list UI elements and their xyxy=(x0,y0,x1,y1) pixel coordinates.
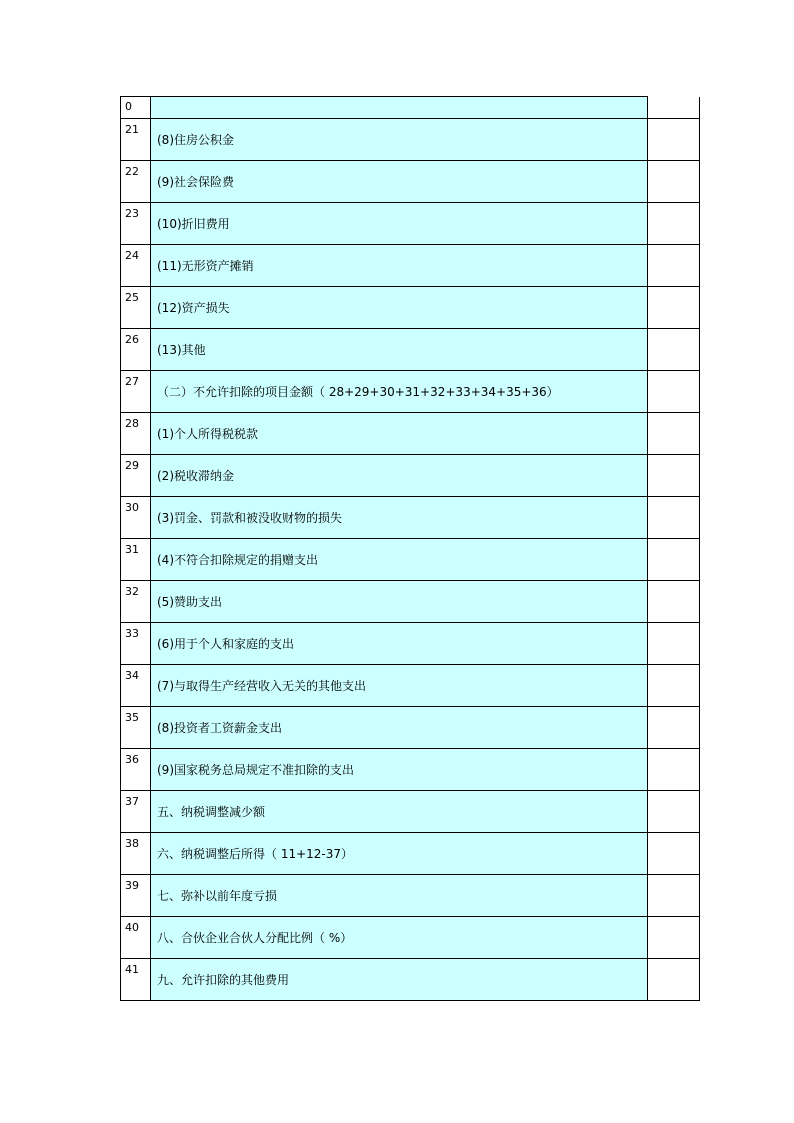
item-label-cell xyxy=(151,161,648,203)
item-label-cell xyxy=(151,329,648,371)
item-label-cell xyxy=(151,245,648,287)
row-number-cell: 22 xyxy=(121,161,151,203)
row-number-cell: 23 xyxy=(121,203,151,245)
table-row xyxy=(121,371,700,413)
table-row xyxy=(121,833,700,875)
row-number-cell: 29 xyxy=(121,455,151,497)
item-label: (4)不符合扣除规定的捐赠支出 xyxy=(157,553,318,567)
table-row xyxy=(121,413,700,455)
amount-input-cell[interactable] xyxy=(648,287,700,329)
table-row xyxy=(121,623,700,665)
item-label: 五、纳税调整减少额 xyxy=(157,805,266,819)
item-label: 七、弥补以前年度亏损 xyxy=(157,889,278,903)
item-label: (10)折旧费用 xyxy=(157,217,230,231)
row-number-cell: 41 xyxy=(121,959,151,1001)
amount-input-cell[interactable] xyxy=(648,539,700,581)
table-row xyxy=(121,497,700,539)
table-row xyxy=(121,581,700,623)
amount-input-cell[interactable] xyxy=(648,875,700,917)
item-label-cell xyxy=(151,97,648,119)
item-label: (1)个人所得税税款 xyxy=(157,427,258,441)
amount-input-cell[interactable] xyxy=(648,329,700,371)
amount-input-cell[interactable] xyxy=(648,749,700,791)
item-label: (8)投资者工资薪金支出 xyxy=(157,721,282,735)
table-row xyxy=(121,791,700,833)
row-number-cell: 25 xyxy=(121,287,151,329)
item-label-cell xyxy=(151,959,648,1001)
item-label: (3)罚金、罚款和被没收财物的损失 xyxy=(157,511,342,525)
amount-input-cell[interactable] xyxy=(648,959,700,1001)
item-label: 六、纳税调整后所得（ 11+12-37） xyxy=(157,847,354,861)
item-label-cell xyxy=(151,497,648,539)
item-label-cell xyxy=(151,917,648,959)
amount-input-cell[interactable] xyxy=(648,917,700,959)
amount-input-cell[interactable] xyxy=(648,833,700,875)
table-row xyxy=(121,161,700,203)
tax-adjustment-table-wrapper xyxy=(120,96,689,1001)
table-row xyxy=(121,329,700,371)
table-row xyxy=(121,749,700,791)
item-label-cell xyxy=(151,119,648,161)
table-row xyxy=(121,245,700,287)
table-row xyxy=(121,875,700,917)
table-row xyxy=(121,665,700,707)
row-number-cell: 35 xyxy=(121,707,151,749)
table-row xyxy=(121,455,700,497)
amount-input-cell[interactable] xyxy=(648,119,700,161)
amount-input-cell[interactable] xyxy=(648,791,700,833)
row-number-cell: 24 xyxy=(121,245,151,287)
item-label-cell xyxy=(151,581,648,623)
item-label: (9)社会保险费 xyxy=(157,175,234,189)
item-label-cell xyxy=(151,413,648,455)
row-number-cell: 40 xyxy=(121,917,151,959)
item-label: (8)住房公积金 xyxy=(157,133,234,147)
row-number-cell: 36 xyxy=(121,749,151,791)
table-row xyxy=(121,97,700,119)
row-number-cell: 37 xyxy=(121,791,151,833)
table-row xyxy=(121,119,700,161)
row-number-cell: 30 xyxy=(121,497,151,539)
table-row xyxy=(121,203,700,245)
row-number-cell: 38 xyxy=(121,833,151,875)
amount-input-cell[interactable] xyxy=(648,161,700,203)
table-row xyxy=(121,539,700,581)
amount-input-cell[interactable] xyxy=(648,413,700,455)
item-label: (12)资产损失 xyxy=(157,301,230,315)
row-number-cell: 32 xyxy=(121,581,151,623)
row-number-cell: 27 xyxy=(121,371,151,413)
amount-input-cell[interactable] xyxy=(648,623,700,665)
item-label-cell xyxy=(151,203,648,245)
item-label-cell xyxy=(151,875,648,917)
row-number-cell: 28 xyxy=(121,413,151,455)
amount-input-cell[interactable] xyxy=(648,455,700,497)
item-label: (13)其他 xyxy=(157,343,206,357)
item-label: (11)无形资产摊销 xyxy=(157,259,254,273)
item-label-cell xyxy=(151,749,648,791)
item-label: （二）不允许扣除的项目金额（ 28+29+30+31+32+33+34+35+36） xyxy=(157,385,559,399)
row-number-cell: 33 xyxy=(121,623,151,665)
amount-input-cell[interactable] xyxy=(648,581,700,623)
item-label-cell xyxy=(151,371,648,413)
item-label-cell xyxy=(151,455,648,497)
amount-input-cell[interactable] xyxy=(648,665,700,707)
table-row xyxy=(121,707,700,749)
item-label: (2)税收滞纳金 xyxy=(157,469,234,483)
item-label-cell xyxy=(151,287,648,329)
amount-input-cell[interactable] xyxy=(648,497,700,539)
table-body xyxy=(121,97,700,1001)
item-label: (7)与取得生产经营收入无关的其他支出 xyxy=(157,679,366,693)
item-label-cell xyxy=(151,623,648,665)
amount-input-cell[interactable] xyxy=(648,203,700,245)
item-label: (9)国家税务总局规定不准扣除的支出 xyxy=(157,763,354,777)
tax-adjustment-table xyxy=(120,96,700,1001)
amount-input-cell[interactable] xyxy=(648,707,700,749)
table-row xyxy=(121,959,700,1001)
item-label: 八、合伙企业合伙人分配比例（ %） xyxy=(157,931,353,945)
item-label-cell xyxy=(151,707,648,749)
item-label: 九、允许扣除的其他费用 xyxy=(157,973,290,987)
table-row xyxy=(121,287,700,329)
row-number-cell: 34 xyxy=(121,665,151,707)
item-label-cell xyxy=(151,833,648,875)
item-label: (6)用于个人和家庭的支出 xyxy=(157,637,294,651)
item-label-cell xyxy=(151,539,648,581)
row-number-cell: 31 xyxy=(121,539,151,581)
item-label-cell xyxy=(151,665,648,707)
item-label-cell xyxy=(151,791,648,833)
table-row xyxy=(121,917,700,959)
amount-input-cell[interactable] xyxy=(648,371,700,413)
amount-input-cell[interactable] xyxy=(648,245,700,287)
row-number-cell: 0 xyxy=(121,97,151,119)
amount-input-cell[interactable] xyxy=(648,97,700,119)
row-number-cell: 26 xyxy=(121,329,151,371)
item-label: (5)赞助支出 xyxy=(157,595,222,609)
row-number-cell: 39 xyxy=(121,875,151,917)
row-number-cell: 21 xyxy=(121,119,151,161)
